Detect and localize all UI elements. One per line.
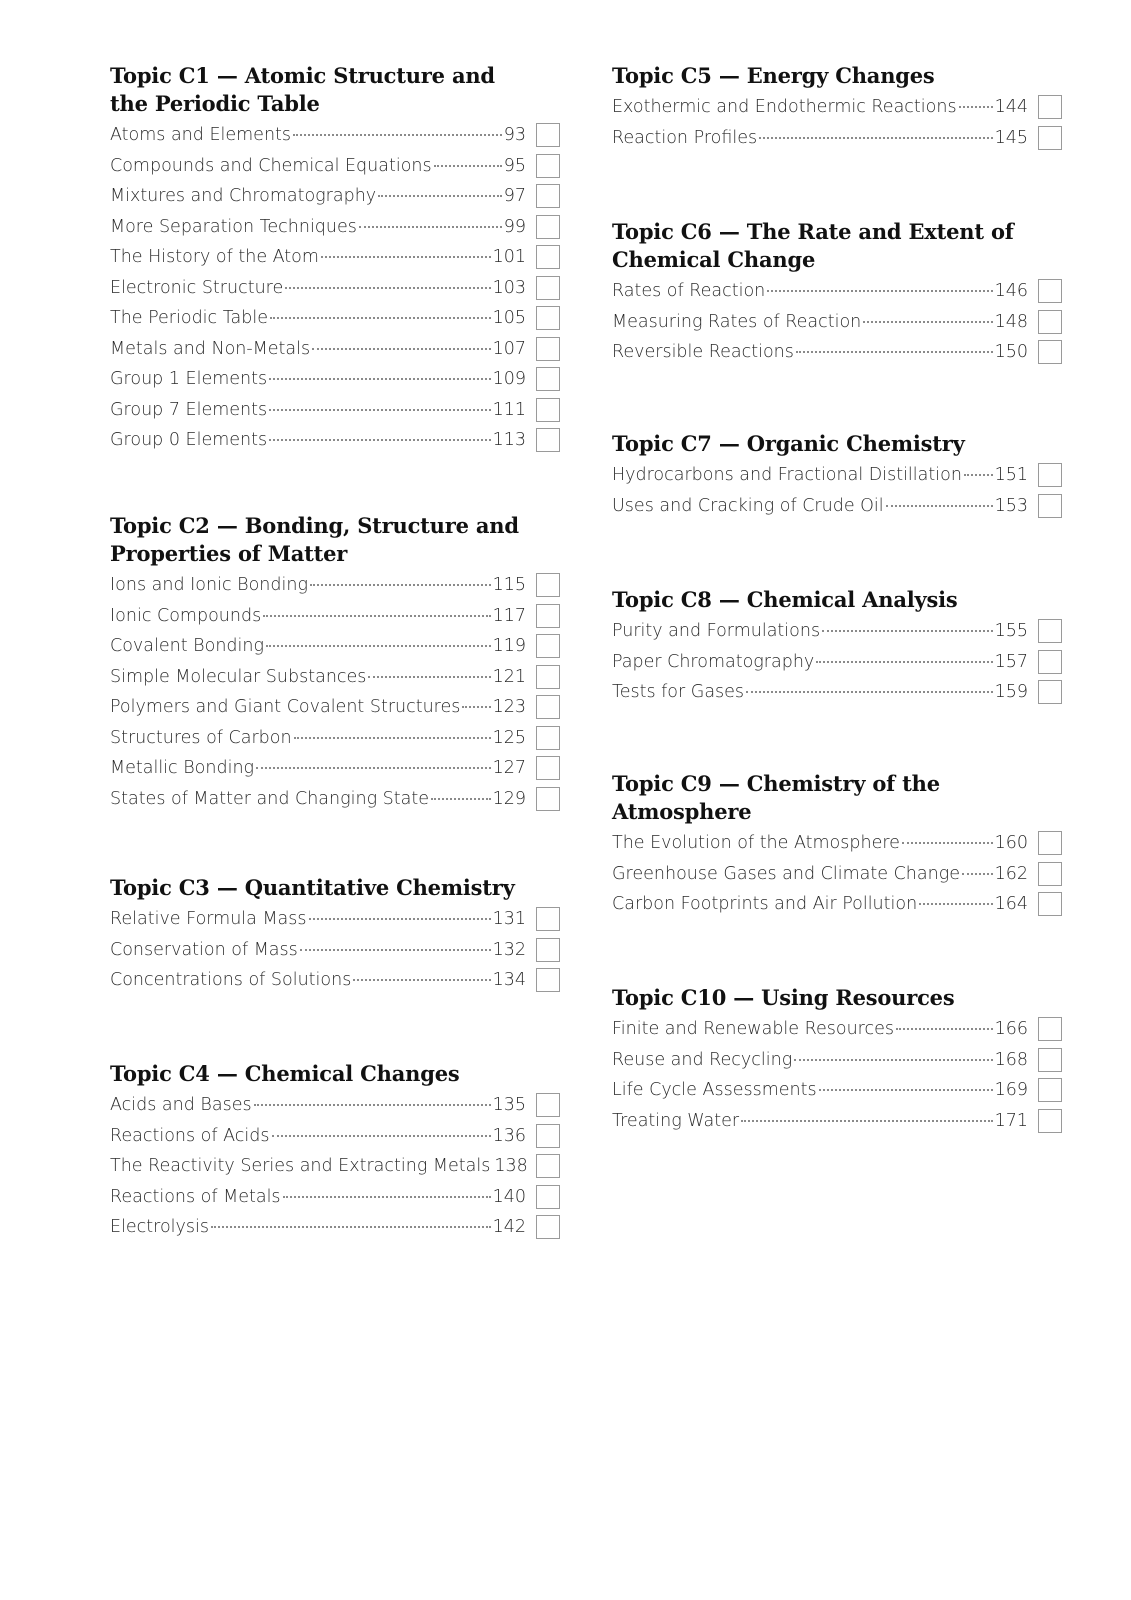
- page-number: 111: [492, 399, 526, 420]
- progress-checkbox[interactable]: [1038, 1017, 1062, 1041]
- progress-checkbox[interactable]: [536, 154, 560, 178]
- entry-title: Reversible Reactions: [612, 342, 794, 363]
- progress-checkbox[interactable]: [536, 215, 560, 239]
- progress-checkbox[interactable]: [1038, 862, 1062, 886]
- page-number: 115: [492, 575, 526, 596]
- progress-checkbox[interactable]: [1038, 310, 1062, 334]
- dot-leader: [462, 705, 490, 708]
- progress-checkbox[interactable]: [1038, 892, 1062, 916]
- page-number: 157: [994, 651, 1028, 672]
- entry-title: Treating Water: [612, 1110, 740, 1131]
- entry-title: The Periodic Table: [110, 308, 268, 329]
- dot-leader: [886, 504, 993, 507]
- progress-checkbox[interactable]: [536, 1215, 560, 1239]
- topic-title: Topic C5 — Energy Changes: [612, 63, 935, 88]
- toc-entry: [612, 1075, 1062, 1106]
- dot-leader: [211, 1225, 491, 1228]
- toc-entry: [110, 784, 560, 815]
- page-number: 113: [492, 430, 526, 451]
- page-number: 136: [492, 1125, 526, 1146]
- entry-title: Purity and Formulations: [612, 621, 821, 642]
- entry-title: Measuring Rates of Reaction: [612, 311, 862, 332]
- topic-title: Topic C7 — Organic Chemistry: [612, 431, 965, 456]
- topic-title: Topic C4 — Chemical Changes: [110, 1061, 460, 1086]
- toc-entry: [612, 677, 1062, 708]
- dot-leader: [293, 133, 502, 136]
- entry-title: The Evolution of the Atmosphere: [612, 833, 900, 854]
- progress-checkbox[interactable]: [536, 367, 560, 391]
- dot-leader: [254, 1103, 491, 1106]
- topic-c9: [612, 770, 1062, 920]
- progress-checkbox[interactable]: [536, 573, 560, 597]
- toc-entry: [612, 859, 1062, 890]
- page-number: 153: [994, 495, 1028, 516]
- entry-title: Group 0 Elements: [110, 430, 268, 451]
- toc-entry: [612, 828, 1062, 859]
- progress-checkbox[interactable]: [536, 306, 560, 330]
- progress-checkbox[interactable]: [1038, 126, 1062, 150]
- toc-entry: [612, 460, 1062, 491]
- page-number: 138: [494, 1156, 528, 1177]
- topic-c10: [612, 984, 1062, 1136]
- entry-list: [110, 904, 560, 996]
- page-number: 125: [492, 727, 526, 748]
- progress-checkbox[interactable]: [536, 1185, 560, 1209]
- dot-leader: [794, 1058, 992, 1061]
- progress-checkbox[interactable]: [536, 604, 560, 628]
- page-number: 95: [503, 155, 526, 176]
- progress-checkbox[interactable]: [536, 1154, 560, 1178]
- dot-leader: [283, 1195, 491, 1198]
- dot-leader: [310, 583, 491, 586]
- entry-title: Reaction Profiles: [612, 127, 758, 148]
- toc-entry: [612, 616, 1062, 647]
- topic-c7: [612, 430, 1062, 521]
- toc-entry: [110, 1121, 560, 1152]
- entry-title: Rates of Reaction: [612, 281, 766, 302]
- topic-c2: [110, 512, 560, 814]
- entry-title: Relative Formula Mass: [110, 909, 307, 930]
- dot-leader: [434, 164, 502, 167]
- page-number: 164: [994, 894, 1028, 915]
- dot-leader: [270, 316, 491, 319]
- progress-checkbox[interactable]: [1038, 95, 1062, 119]
- progress-checkbox[interactable]: [1038, 1109, 1062, 1133]
- entry-title: Ionic Compounds: [110, 605, 262, 626]
- toc-entry: [110, 662, 560, 693]
- toc-entry: [110, 753, 560, 784]
- progress-checkbox[interactable]: [536, 787, 560, 811]
- topic-c1: [110, 62, 560, 456]
- dot-leader: [896, 1027, 993, 1030]
- toc-entry: [110, 364, 560, 395]
- entry-list: [612, 616, 1062, 708]
- entry-title: Metallic Bonding: [110, 758, 255, 779]
- entry-list: [612, 1014, 1062, 1136]
- topic-title: Topic C6 — The Rate and Extent of Chemical Change: [612, 219, 1014, 272]
- dot-leader: [269, 438, 490, 441]
- progress-checkbox[interactable]: [1038, 340, 1062, 364]
- entry-title: States of Matter and Changing State: [110, 788, 429, 809]
- entry-title: More Separation Techniques: [110, 216, 357, 237]
- progress-checkbox[interactable]: [536, 907, 560, 931]
- toc-entry: [612, 92, 1062, 123]
- entry-title: The Reactivity Series and Extracting Metals: [110, 1156, 491, 1177]
- toc-entry: [612, 1045, 1062, 1076]
- entry-title: Group 7 Elements: [110, 399, 268, 420]
- entry-list: [612, 92, 1062, 153]
- topic-title: Topic C8 — Chemical Analysis: [612, 587, 958, 612]
- page-number: 97: [503, 186, 526, 207]
- toc-entry: [612, 276, 1062, 307]
- toc-entry: [110, 935, 560, 966]
- entry-title: The History of the Atom: [110, 247, 319, 268]
- topic-c4: [110, 1060, 560, 1243]
- entry-title: Uses and Cracking of Crude Oil: [612, 495, 884, 516]
- entry-title: Reactions of Metals: [110, 1186, 281, 1207]
- progress-checkbox[interactable]: [536, 123, 560, 147]
- page-number: 145: [994, 127, 1028, 148]
- toc-entry: [110, 601, 560, 632]
- entry-list: [110, 1090, 560, 1243]
- page-number: 162: [994, 863, 1028, 884]
- progress-checkbox[interactable]: [536, 337, 560, 361]
- page-number: 142: [492, 1217, 526, 1238]
- topic-title: Topic C9 — Chemistry of the Atmosphere: [612, 771, 940, 824]
- entry-title: Electronic Structure: [110, 277, 284, 298]
- toc-entry: [110, 120, 560, 151]
- page-number: 103: [492, 277, 526, 298]
- toc-entry: [110, 631, 560, 662]
- entry-title: Exothermic and Endothermic Reactions: [612, 97, 957, 118]
- toc-entry: [110, 181, 560, 212]
- dot-leader: [300, 948, 491, 951]
- toc-entry: [110, 212, 560, 243]
- dot-leader: [741, 1119, 993, 1122]
- progress-checkbox[interactable]: [536, 695, 560, 719]
- toc-entry: [110, 425, 560, 456]
- page-number: 159: [994, 682, 1028, 703]
- page-number: 144: [994, 97, 1028, 118]
- page-number: 134: [492, 970, 526, 991]
- dot-leader: [959, 105, 993, 108]
- entry-title: Metals and Non-Metals: [110, 338, 311, 359]
- dot-leader: [321, 255, 491, 258]
- progress-checkbox[interactable]: [1038, 1078, 1062, 1102]
- toc-entry: [110, 1182, 560, 1213]
- toc-entry: [110, 1090, 560, 1121]
- dot-leader: [759, 136, 992, 139]
- progress-checkbox[interactable]: [1038, 279, 1062, 303]
- page-number: 150: [994, 342, 1028, 363]
- progress-checkbox[interactable]: [536, 756, 560, 780]
- dot-leader: [269, 377, 490, 380]
- entry-list: [612, 828, 1062, 920]
- entry-title: Group 1 Elements: [110, 369, 268, 390]
- entry-list: [110, 570, 560, 814]
- topic-c5: [612, 62, 1062, 153]
- page-number: 155: [994, 621, 1028, 642]
- progress-checkbox[interactable]: [536, 665, 560, 689]
- page-number: 146: [994, 281, 1028, 302]
- dot-leader: [767, 289, 992, 292]
- progress-checkbox[interactable]: [1038, 680, 1062, 704]
- entry-title: Conservation of Mass: [110, 939, 298, 960]
- toc-entry: [110, 395, 560, 426]
- page-number: 132: [492, 939, 526, 960]
- progress-checkbox[interactable]: [536, 428, 560, 452]
- dot-leader: [816, 660, 992, 663]
- toc-entry: [612, 647, 1062, 678]
- page-number: 105: [492, 308, 526, 329]
- toc-entry: [612, 123, 1062, 154]
- dot-leader: [368, 675, 490, 678]
- progress-checkbox[interactable]: [536, 1124, 560, 1148]
- page-number: 140: [492, 1186, 526, 1207]
- dot-leader: [919, 902, 992, 905]
- page-number: 117: [492, 605, 526, 626]
- progress-checkbox[interactable]: [536, 726, 560, 750]
- page-number: 99: [503, 216, 526, 237]
- topic-title: Topic C2 — Bonding, Structure and Properties of Matter: [110, 513, 519, 566]
- entry-title: Compounds and Chemical Equations: [110, 155, 432, 176]
- topic-title: Topic C10 — Using Resources: [612, 985, 955, 1010]
- dot-leader: [266, 644, 491, 647]
- progress-checkbox[interactable]: [536, 245, 560, 269]
- toc-entry: [110, 965, 560, 996]
- page-number: 160: [994, 833, 1028, 854]
- toc-entry: [110, 151, 560, 182]
- toc-entry: [612, 337, 1062, 368]
- page-number: 127: [492, 758, 526, 779]
- dot-leader: [822, 629, 993, 632]
- topic-c8: [612, 586, 1062, 708]
- toc-entry: [110, 692, 560, 723]
- page-number: 129: [492, 788, 526, 809]
- progress-checkbox[interactable]: [1038, 463, 1062, 487]
- entry-title: Reuse and Recycling: [612, 1049, 793, 1070]
- dot-leader: [796, 350, 993, 353]
- topic-c3: [110, 874, 560, 996]
- entry-title: Hydrocarbons and Fractional Distillation: [612, 465, 962, 486]
- entry-title: Polymers and Giant Covalent Structures: [110, 697, 461, 718]
- entry-title: Reactions of Acids: [110, 1125, 270, 1146]
- toc-entry: [110, 334, 560, 365]
- toc-entry: [110, 303, 560, 334]
- entry-title: Finite and Renewable Resources: [612, 1019, 894, 1040]
- progress-checkbox[interactable]: [1038, 619, 1062, 643]
- progress-checkbox[interactable]: [1038, 831, 1062, 855]
- entry-list: [612, 460, 1062, 521]
- dot-leader: [294, 736, 491, 739]
- page-number: 119: [492, 636, 526, 657]
- progress-checkbox[interactable]: [1038, 650, 1062, 674]
- page-number: 151: [994, 465, 1028, 486]
- dot-leader: [378, 194, 502, 197]
- dot-leader: [962, 872, 993, 875]
- entry-title: Covalent Bonding: [110, 636, 264, 657]
- entry-title: Paper Chromatography: [612, 651, 815, 672]
- progress-checkbox[interactable]: [536, 276, 560, 300]
- page-number: 131: [492, 909, 526, 930]
- progress-checkbox[interactable]: [536, 938, 560, 962]
- progress-checkbox[interactable]: [536, 634, 560, 658]
- page-number: 168: [994, 1049, 1028, 1070]
- dot-leader: [353, 978, 490, 981]
- dot-leader: [964, 473, 993, 476]
- page-number: 93: [503, 125, 526, 146]
- entry-title: Greenhouse Gases and Climate Change: [612, 863, 960, 884]
- toc-entry: [612, 1014, 1062, 1045]
- entry-title: Carbon Footprints and Air Pollution: [612, 894, 918, 915]
- page-number: 101: [492, 247, 526, 268]
- page-number: 109: [492, 369, 526, 390]
- toc-entry: [612, 491, 1062, 522]
- toc-entry: [110, 1212, 560, 1243]
- entry-title: Atoms and Elements: [110, 125, 292, 146]
- toc-entry: [612, 307, 1062, 338]
- dot-leader: [359, 225, 502, 228]
- topic-title: Topic C3 — Quantitative Chemistry: [110, 875, 515, 900]
- entry-title: Acids and Bases: [110, 1095, 252, 1116]
- page-number: 166: [994, 1019, 1028, 1040]
- topic-title: Topic C1 — Atomic Structure and the Periodic Table: [110, 63, 495, 116]
- page-number: 169: [994, 1080, 1028, 1101]
- dot-leader: [312, 347, 490, 350]
- page-number: 148: [994, 311, 1028, 332]
- progress-checkbox[interactable]: [1038, 494, 1062, 518]
- dot-leader: [819, 1088, 993, 1091]
- toc-entry: [110, 904, 560, 935]
- progress-checkbox[interactable]: [536, 968, 560, 992]
- toc-entry: [110, 273, 560, 304]
- entry-title: Simple Molecular Substances: [110, 666, 367, 687]
- dot-leader: [431, 797, 491, 800]
- entry-list: [110, 120, 560, 456]
- toc-entry: [612, 889, 1062, 920]
- toc-entry: [110, 570, 560, 601]
- dot-leader: [863, 320, 992, 323]
- dot-leader: [272, 1134, 491, 1137]
- entry-title: Life Cycle Assessments: [612, 1080, 817, 1101]
- toc-entry: [110, 723, 560, 754]
- entry-title: Ions and Ionic Bonding: [110, 575, 308, 596]
- entry-title: Electrolysis: [110, 1217, 210, 1238]
- dot-leader: [285, 286, 490, 289]
- topic-c6: [612, 218, 1062, 368]
- page-number: 171: [994, 1110, 1028, 1131]
- progress-checkbox[interactable]: [536, 1093, 560, 1117]
- entry-list: [612, 276, 1062, 368]
- dot-leader: [746, 690, 993, 693]
- dot-leader: [309, 917, 491, 920]
- dot-leader: [902, 841, 993, 844]
- entry-title: Mixtures and Chromatography: [110, 186, 377, 207]
- entry-title: Tests for Gases: [612, 682, 745, 703]
- dot-leader: [256, 766, 491, 769]
- dot-leader: [269, 408, 490, 411]
- toc-entry: [612, 1106, 1062, 1137]
- toc-entry: [110, 1151, 560, 1182]
- page-number: 123: [492, 697, 526, 718]
- progress-checkbox[interactable]: [1038, 1048, 1062, 1072]
- progress-checkbox[interactable]: [536, 184, 560, 208]
- page-number: 107: [492, 338, 526, 359]
- entry-title: Structures of Carbon: [110, 727, 292, 748]
- dot-leader: [263, 614, 490, 617]
- page-number: 135: [492, 1095, 526, 1116]
- progress-checkbox[interactable]: [536, 398, 560, 422]
- page-number: 121: [492, 666, 526, 687]
- toc-entry: [110, 242, 560, 273]
- entry-title: Concentrations of Solutions: [110, 970, 352, 991]
